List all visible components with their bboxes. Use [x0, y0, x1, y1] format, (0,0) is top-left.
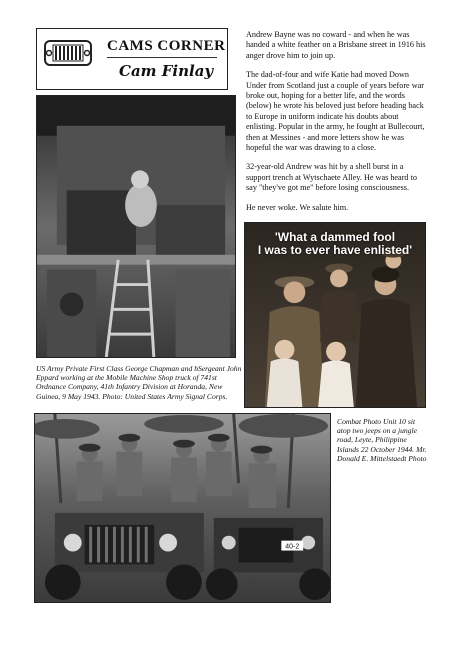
article-paragraph: The dad-of-four and wife Katie had moved Down Under from Scotland just a couple of years before war broke out, hoping for a better life, and the words (below) he wrote his beloved just before heading back to Europe in uniform indicate his doubts about enlisting. Popular in the army, he fought at Bullecourt, then at Messines - and more letters show he was hopeful the war was drawing to a close.	[246, 70, 425, 153]
jeeps-caption: Combat Photo Unit 10 sit atop two jeeps on a jungle road, Leyte, Philippine Islands 22 October 1944. Mr. Donald E. Mittelstaedt Photo	[337, 417, 427, 463]
header-subtitle: Cam Finlay	[119, 62, 214, 80]
jeep-plate-text: 40-2	[285, 543, 300, 551]
jeep-grille-icon	[44, 38, 92, 68]
workshop-caption: US Army Private First Class George Chapman and bSergeant John Eppard working at the Mobile Machine Shop truck of 741st Ordnance Company, 41th Infantry Division at Horanda, New Guinea, 9 May 1943. Photo: United States Army Signal Corps.	[36, 364, 242, 401]
jeeps-photo-image	[35, 414, 330, 602]
header-box	[36, 28, 228, 90]
family-headline-line1: 'What a dammed fool	[274, 230, 396, 244]
header-title: CAMS CORNER	[107, 38, 226, 54]
article-paragraph: 32-year-old Andrew was hit by a shell burst in a support trench at Wytschaete Alley. He was heard to say "they've got me" before losing consciousness.	[246, 162, 417, 193]
family-headline-line2: I was to ever have enlisted'	[257, 243, 413, 257]
family-headline	[245, 231, 425, 257]
article-paragraph: He never woke. We salute him.	[246, 202, 349, 212]
family-photo	[244, 222, 426, 408]
workshop-photo	[36, 95, 236, 358]
jeeps-photo	[34, 413, 331, 603]
header-rule	[107, 57, 217, 58]
article-body	[246, 30, 426, 222]
article-paragraph: Andrew Bayne was no coward - and when he was handed a white feather on a Brisbane street in 1916 his anger drove him to join up.	[246, 30, 426, 60]
workshop-photo-image	[37, 96, 235, 357]
